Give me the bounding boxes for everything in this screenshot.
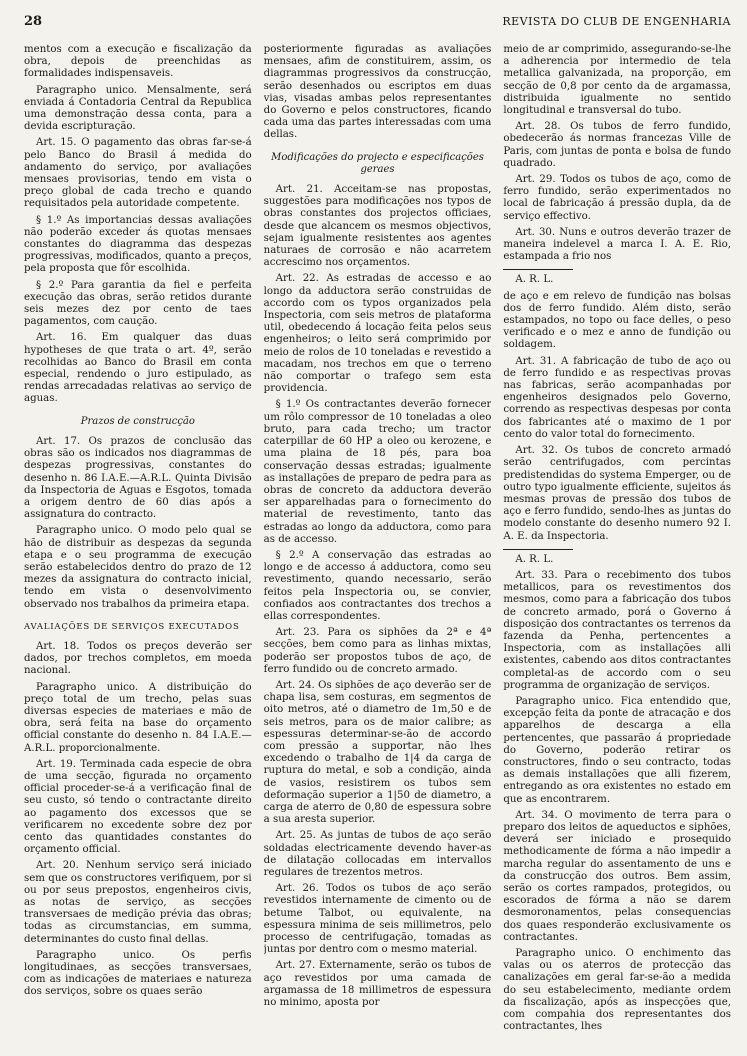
page-number: 28 [24, 14, 43, 29]
paragraph: posteriormente figuradas as avaliações mensaes, afim de constituirem, assim, os diagrammas progressivos da construcção, serão desenhados ou escriptos em duas vias, visadas ambas pelos representantes do Governo e pelos constructores, ficando cada uma das partes interessadas com uma dellas. [263, 44, 492, 141]
divider [503, 549, 573, 550]
paragraph: Paragrapho unico. Mensalmente, será enviada á Contadoria Central da Republica uma demonstração dessa conta, para a devida escripturação. [24, 84, 252, 133]
paragraph: § 1.º Os contractantes deverão fornecer um rôlo compressor de 10 toneladas a oleo bruto, para cada trecho; um tractor caterpillar de 60 HP a oleo ou kerozene, e uma plaina de 18 pés, para boa conservação dessas estradas; igualmente as installações de preparo de pedra para as obras de concreto da adductora deverão ser apparelhadas para o fornecimento do material de revestimento, tanto das estradas ao longo da adductora, como para as de accesso. [263, 399, 492, 545]
paragraph: Art. 17. Os prazos de conclusão das obras são os indicados nos diagrammas de despezas progressivas, constantes do desenho n. 86 I.A.E.—A.R.L. Quinta Divisão da Inspectoria de Aguas e Esgotos, tomada a origem dentro de 60 dias após a assignatura do contracto. [24, 435, 252, 521]
marking-label: A. R. L. [515, 553, 554, 565]
paragraph: Art. 31. A fabricação de tubo de aço ou de ferro fundido e as respectivas provas nas fabricas, serão acompanhadas por engenheiros designados pelo Governo, correndo as respectivas despesas por conta dos fabricantes até o maximo de 1 por cento do valor total do fornecimento. [503, 355, 731, 440]
paragraph: Art. 18. Todos os preços deverão ser dados, por trechos completos, em moeda nacional. [24, 640, 252, 677]
paragraph: Paragrapho unico. O enchimento das valas ou os aterros de protecção das canalizações em geral far-se-ão a medida do seu estabelecimento, mediante ordem da fiscalização, após as inspecções que, com compahia dos representantes dos contractantes, lhes [503, 948, 731, 1033]
paragraph: Art. 28. Os tubos de ferro fundido, obedecerão ás normas francezas Ville de Paris, com juntas de ponta e bolsa de fundo quadrado. [503, 121, 731, 169]
paragraph: Art. 15. O pagamento das obras far-se-á pelo Banco do Brasil á medida do andamento do serviço, por avaliações mensaes provisorias, tendo em vista o preço global de cada trecho e quando requisitados pela autoridade competente. [24, 137, 252, 210]
paragraph: Art. 26. Todos os tubos de aço serão revestidos internamente de cimento ou de betume Talbot, ou equivalente, na espessura minima de seis millimetros, pelo processo de centrifugação, tomadas as juntas por dentro com o mesmo material. [263, 883, 492, 956]
paragraph: Art. 25. As juntas de tubos de aço serão soldadas electricamente devendo haver-as de dilatação collocadas em intervallos regulares de trezentos metros. [263, 830, 492, 878]
paragraph: Art. 33. Para o recebimento dos tubos metallicos, para os revestimentos dos mesmos, como para a fabricação dos tubos de concreto armado, porá o Governo á disposição dos contractantes os terrenos da fazenda da Penha, pertencentes a Inspectoria, com as installações alli existentes, cabendo aos ditos contractantes completal-as de accordo com o seu programma de organização de serviços. [503, 569, 731, 691]
paragraph: Paragrapho unico. Fica entendido que, excepção feita da ponte de atracação e dos apparelhos de descarga a ella pertencentes, que passarão á propriedade do Governo, poderão retirar os constructores, findo o seu contracto, todas as demais installações que alli fizerem, entregando as ora existentes no estado em que as encontrarem. [503, 695, 731, 805]
text-columns [24, 44, 731, 1054]
paragraph: Art. 29. Todos os tubos de aço, como de ferro fundido, serão experimentados no local de fabricação á pressão dupla, da de serviço effectivo. [503, 174, 731, 222]
column-2 [264, 44, 492, 1054]
divider [503, 269, 573, 270]
section-heading: AVALIAÇÕES DE SERVIÇOS EXECUTADOS [24, 621, 240, 632]
paragraph: Art. 21. Acceitam-se nas propostas, suggestões para modificações nos typos de obras constantes dos projectos officiaes, desde que alcancem os mesmos objectivos, sejam igualmente resistentes aos agentes naturaes de corrosão e não acarretem accrescimo nos orçamentos. [263, 184, 492, 269]
paragraph: Art. 27. Externamente, serão os tubos de aço revestidos por uma camada de argamassa de 18 millimetros de espessura no minimo, aposta por [263, 960, 492, 1009]
journal-title: REVISTA DO CLUB DE ENGENHARIA [502, 15, 731, 28]
section-heading: Prazos de construcção [80, 415, 195, 427]
paragraph: § 2.º A conservação das estradas ao longo e de accesso á adductora, como seu revestimento, quando necessario, serão feitos pela Inspectoria ou, se convier, confiados aos contractantes dos trechos a ellas correspondentes. [263, 549, 492, 622]
paragraph: Art. 19. Terminada cada especie de obra de uma secção, figurada no orçamento official proceder-se-á a verificação final de seu custo, só tendo o contractante direito ao pagamento dos excessos que se verificarem no excedente sobre dez por cento das quantidades constantes do orçamento official. [24, 758, 252, 856]
marking-label: A. R. L. [515, 274, 554, 286]
paragraph: § 1.º As importancias dessas avaliações não poderão exceder ás quotas mensaes constantes do diagramma das despezas progressivas, modificados, quanto a preços, pela proposta que fôr escolhida. [24, 214, 252, 275]
paragraph: Paragrapho unico. Os perfis longitudinaes, as secções transversaes, com as indicações de materiaes e natureza dos serviços, sobre os quaes serão [24, 949, 252, 998]
paragraph: meio de ar comprimido, assegurando-se-lhe a adherencia por intermedio de tela metallica galvanizada, na proporção, em secção de 0,8 por cento da de argamassa, distribuida igualmente no sentido longitudinal e transversal do tubo. [503, 44, 731, 117]
column-3 [503, 44, 731, 1054]
column-1 [24, 44, 252, 1054]
paragraph: Paragrapho unico. O modo pelo qual se hão de distribuir as despezas da segunda etapa e o seu programma de execução serão estabelecidos dentro do prazo de 12 mezes da assignatura do contracto inicial, tendo em vista o desenvolvimento observado nos trabalhos da primeira etapa. [24, 525, 252, 610]
paragraph: Paragrapho unico. A distribuição do preço total de um trecho, pelas suas diversas especies de materiaes e mão de obra, será feita na base do orçamento official constante do desenho n. 84 I.A.E.—A.R.L. proporcionalmente. [24, 681, 252, 754]
paragraph: Art. 23. Para os siphões da 2ª e 4ª secções, bem como para as linhas mixtas, poderão ser propostos tubos de aço, de ferro fundido ou de concreto armado. [263, 627, 492, 675]
paragraph: Art. 24. Os siphões de aço deverão ser de chapa lisa, sem costuras, em segmentos de oito metros, até o diametro de 1m,50 e de seis metros, para os de maior calibre; as espessuras determinar-se-ão de accordo com pressão a supportar, não lhes excedendo o trabalho de 1|4 da carga de ruptura do metal, e sob a condição, ainda de vasios, resistirem os tubos sem deformação superior a 1|50 de diametro, a carga de aterro de 0,80 de espessura sobre a sua aresta superior. [263, 679, 492, 826]
section-heading: Modificações do projecto e especificações geraes [271, 151, 484, 175]
paragraph: Art. 22. As estradas de accesso e ao longo da adductora serão construidas de accordo com os typos organizados pela Inspectoria, com seis metros de plataforma util, obedecendo á locação feita pelos seus engenheiros; o leito será comprimido por meio de rolos de 10 toneladas e revestido a macadam, nos trechos em que o terreno não comportar o trafego sem esta providencia. [263, 273, 492, 395]
paragraph: § 2.º Para garantia da fiel e perfeita execução das obras, serão retidos durante seis mezes dez por cento de taes pagamentos, com caução. [24, 279, 252, 328]
paragraph: Art. 32. Os tubos de concreto armadó serão centrifugados, com percintas predistendidas do systema Emperger, ou de outro typo igualmente efficiente, sujeitos ás mesmas provas de pressão dos tubos de aço e ferro fundido, sendo-lhes as juntas do modelo constante do desenho numero 92 I. A. E. da Inspectoria. [503, 445, 731, 542]
page-header [24, 14, 731, 38]
paragraph: Art. 20. Nenhum serviço será iniciado sem que os constructores verifiquem, por si ou por seus prepostos, engenheiros civis, as notas de serviço, as secções transversaes de medição prévia das obras; todas as circumstancias, em summa, determinantes do custo final dellas. [24, 860, 252, 945]
paragraph: Art. 34. O movimento de terra para o preparo dos leitos de aqueductos e siphões, deverá ser iniciado e prosequido methodicamente de fórma a não impedir a marcha regular do assentamento de uns e da construcção dos outros. Bem assim, serão os cortes rampados, protegidos, ou escorados de fórma a não se darem desmoronamentos, pelas consequencias dos quaes responderão exclusivamente os contractantes. [503, 809, 731, 943]
paragraph: de aço e em relevo de fundição nas bolsas dos de ferro fundido. Além disto, serão estampados, no topo ou face delles, o peso verificado e o mez e anno de fundição ou soldagem. [503, 290, 731, 351]
paragraph: Art. 30. Nuns e outros deverão trazer de maneira indelevel a marca I. A. E. Rio, estampada a frio nos [503, 226, 731, 263]
paragraph: Art. 16. Em qualquer das duas hypotheses de que trata o art. 4º, serão recolhidas ao Banco do Brasil em conta especial, rendendo o juro estipulado, as rendas arrecadadas relativas ao serviço de aguas. [24, 332, 252, 405]
paragraph: mentos com a execução e fiscalização da obra, depois de preenchidas as formalidades indispensaveis. [24, 44, 252, 80]
